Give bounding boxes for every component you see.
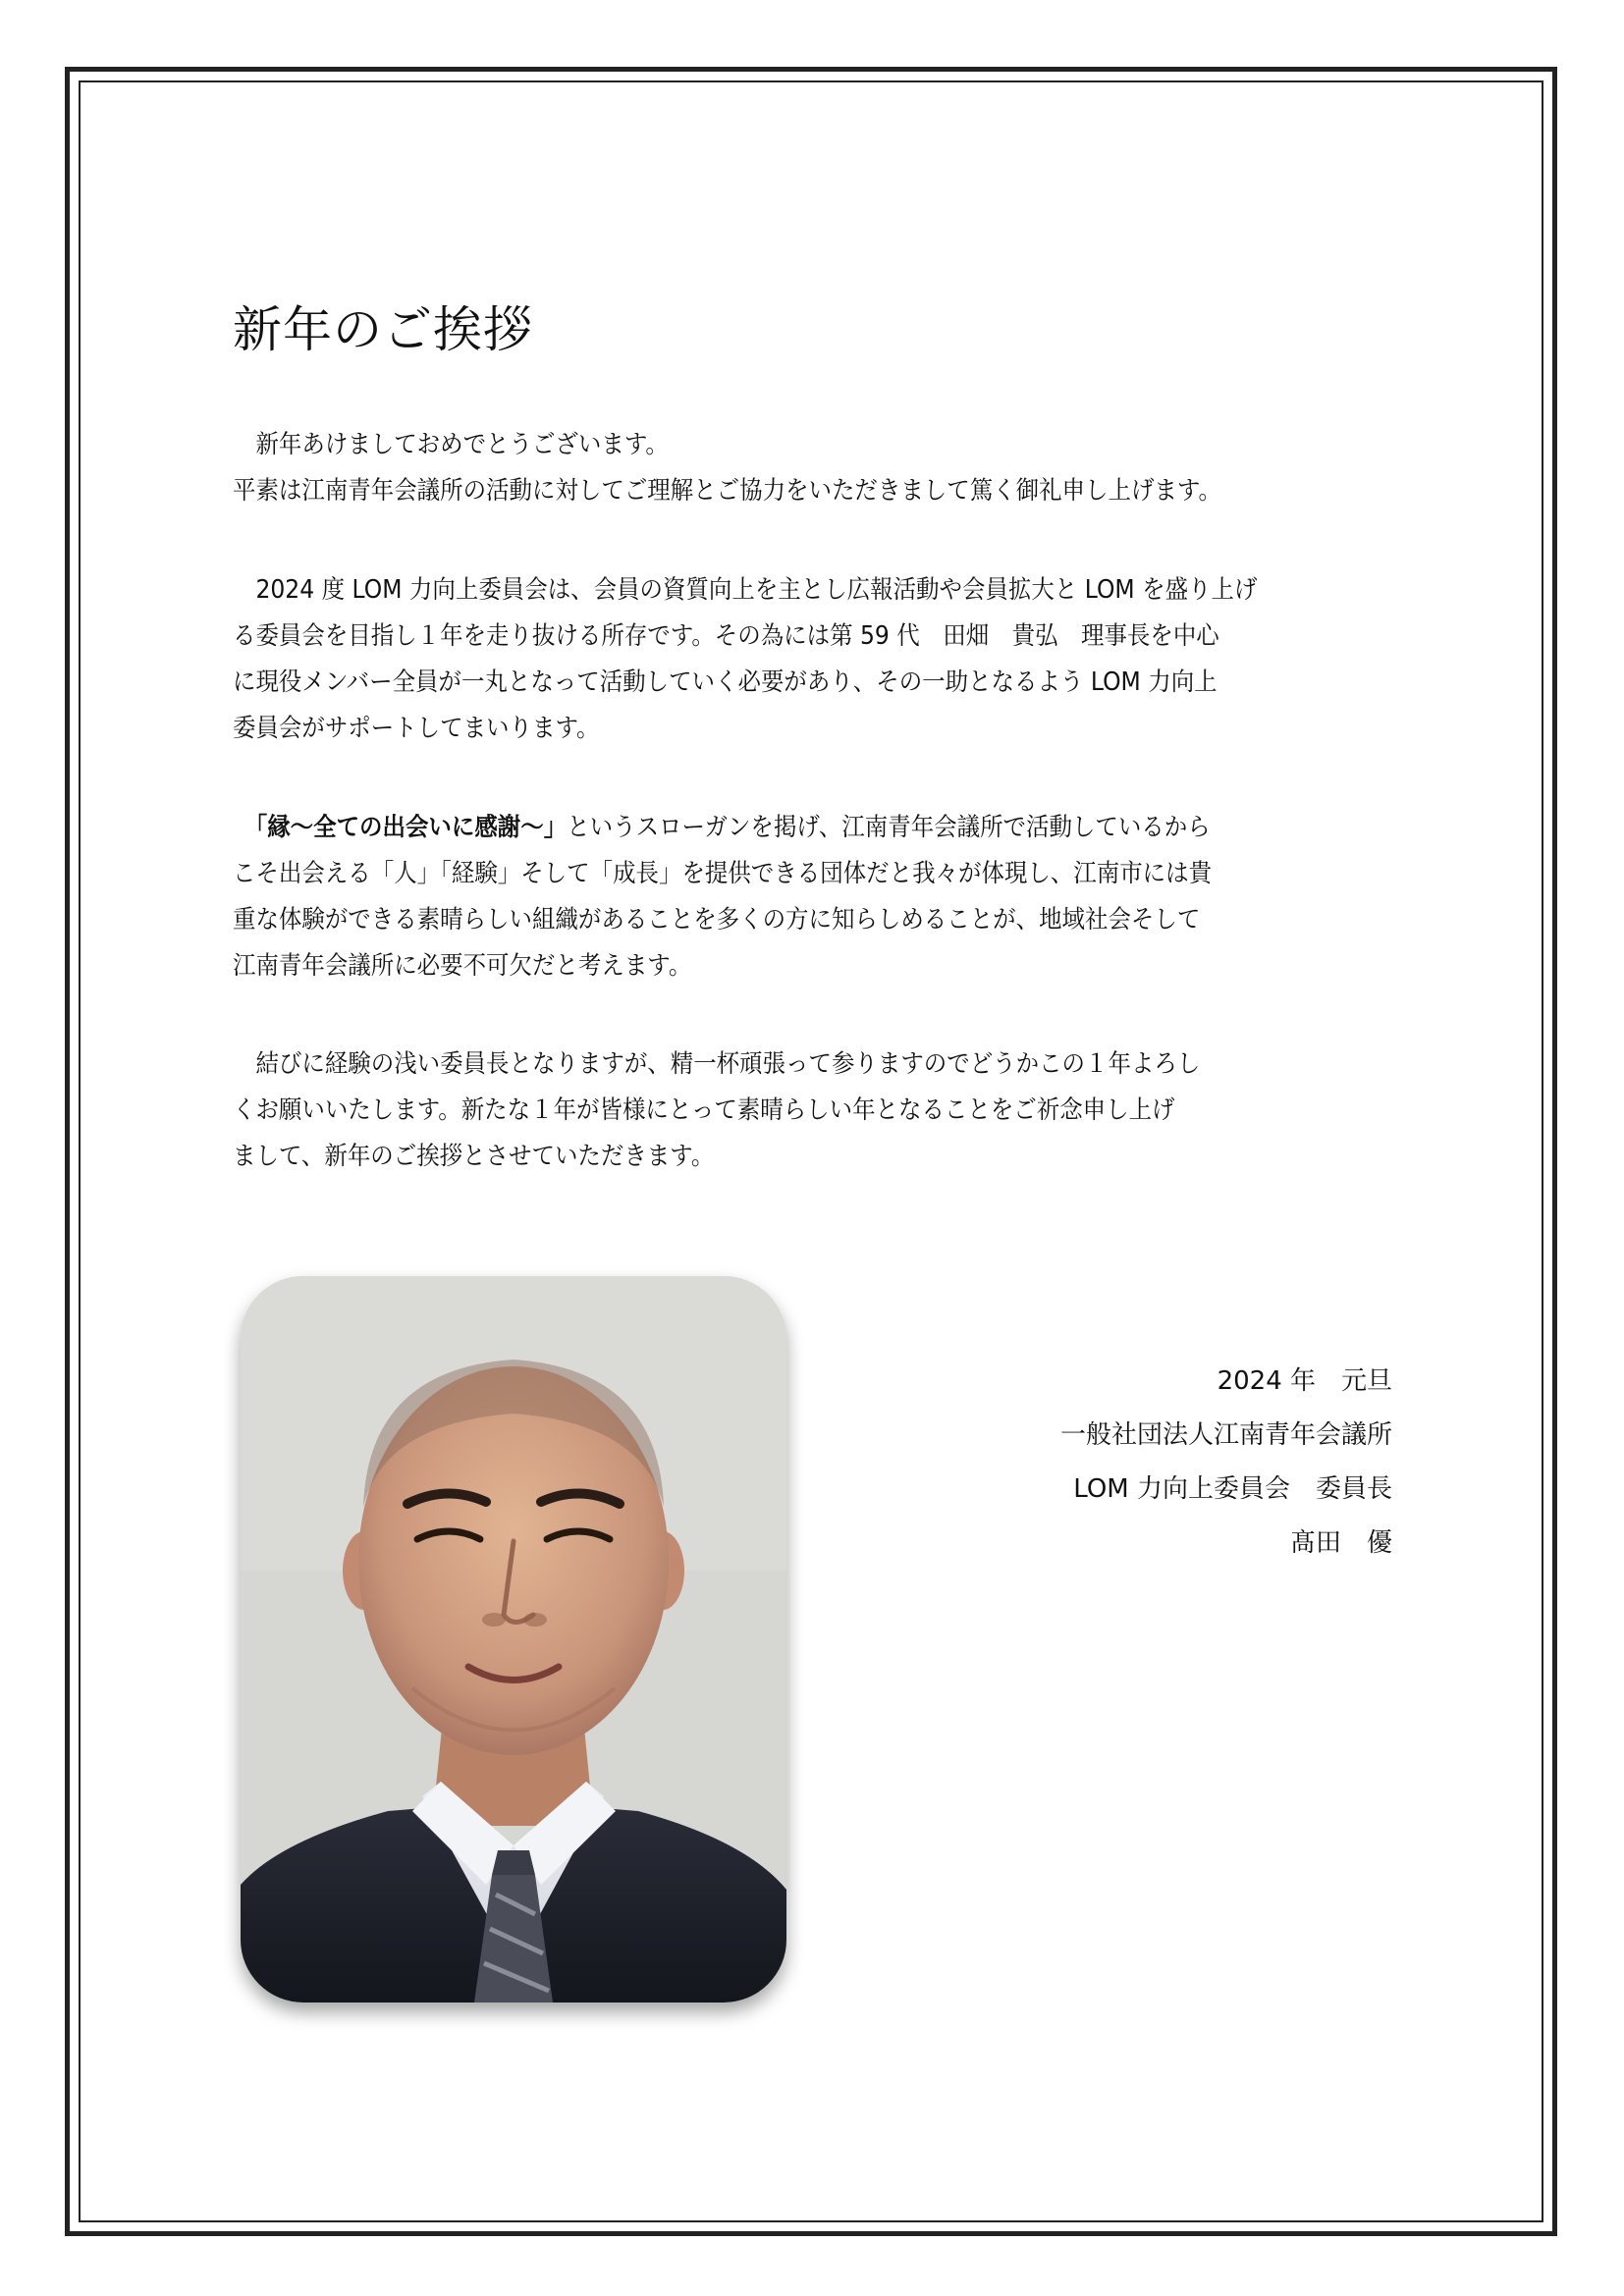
paragraph-closing [233, 1041, 1299, 1180]
paragraph-line: 江南青年会議所に必要不可欠だと考えます。 [233, 951, 692, 981]
paragraph-line: 結びに経験の浅い委員長となりますが、精一杯頑張って参りますのでどうかこの１年よろし [233, 1049, 1201, 1079]
paragraph-line: こそ出会える「人」「経験」そして「成長」を提供できる団体だと我々が体現し、江南市には貴 [233, 859, 1213, 888]
signature-name: 髙田 優 [1289, 1528, 1392, 1558]
paragraph-line: 新年あけましておめでとうございます。 [233, 430, 669, 459]
paragraph-line: まして、新年のご挨拶とさせていただきます。 [233, 1142, 715, 1171]
signature-organization: 一般社団法人江南青年会議所 [1059, 1420, 1392, 1450]
paragraph-line: る委員会を目指し１年を走り抜ける所存です。その為には第 59 代 田畑 貴弘 理事長を中心 [233, 621, 1219, 651]
paragraph-line: 委員会がサポートしてまいります。 [233, 714, 600, 743]
paragraph-line: に現役メンバー全員が一丸となって活動していく必要があり、その一助となるよう LOM 力向上 [233, 667, 1218, 697]
paragraph-committee [233, 567, 1299, 752]
slogan-text: 「縁～全ての出会いに感謝～」 [255, 813, 568, 842]
paragraph-line: 重な体験ができる素晴らしい組織があることを多くの方に知らしめることが、地域社会そして [233, 905, 1201, 934]
paragraph-line [233, 805, 1299, 851]
signature-block [1060, 1355, 1392, 1571]
paragraph-slogan [233, 805, 1299, 989]
paragraph-line-text: というスローガンを掲げ、江南青年会議所で活動しているから [567, 813, 1211, 842]
paragraph-line: 2024 度 LOM 力向上委員会は、会員の資質向上を主とし広報活動や会員拡大と LOM を盛り上げ [233, 575, 1258, 605]
signature-date: 2024 年 元旦 [1217, 1366, 1392, 1396]
paragraph-greeting [233, 422, 1299, 514]
page-title: 新年のご挨拶 [233, 301, 533, 358]
paragraph-line: くお願いいたします。新たな１年が皆様にとって素晴らしい年となることをご祈念申し上げ [233, 1095, 1175, 1125]
portrait-photo [241, 1276, 786, 2002]
paragraph-line: 平素は江南青年会議所の活動に対してご理解とご協力をいただきまして篤く御礼申し上げます。 [233, 476, 1221, 506]
signature-position: LOM 力向上委員会 委員長 [1073, 1474, 1392, 1504]
